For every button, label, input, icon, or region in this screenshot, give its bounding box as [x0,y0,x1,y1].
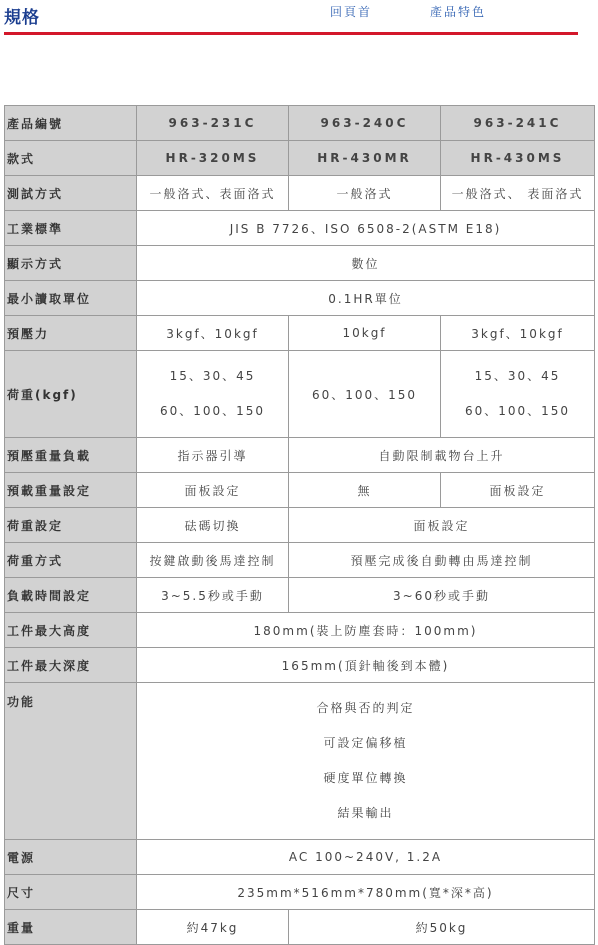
standard-cell: JIS B 7726、ISO 6508-2(ASTM E18) [137,211,595,246]
table-row [5,246,595,281]
max-depth-cell: 165mm(頂針軸後到本體) [137,648,595,683]
back-to-top-link[interactable]: 回頁首 [330,5,373,19]
page-title: 規格 [4,8,40,28]
row-label-weight: 重量 [5,910,137,945]
row-label-min-reading: 最小讀取單位 [5,281,137,316]
load-set-cell: 面板設定 [289,508,595,543]
row-label-standard: 工業標準 [5,211,137,246]
preload-apply-cell: 自動限制載物台上升 [289,438,595,473]
load-cell [441,351,595,438]
style-cell: HR-430MR [289,141,441,176]
page-header [0,0,598,40]
model-cell: 963-241C [441,106,595,141]
preload-cell: 10kgf [289,316,441,351]
table-row [5,351,595,438]
table-row [5,543,595,578]
table-row [5,473,595,508]
row-label-test-method: 測試方式 [5,176,137,211]
load-line: 15、30、45 [474,369,561,383]
function-item: 可設定偏移植 [323,736,408,750]
load-set-cell: 砝碼切換 [137,508,289,543]
row-label-function: 功能 [5,683,137,840]
dwell-cell: 3~60秒或手動 [289,578,595,613]
table-row [5,316,595,351]
load-setting-cell: 無 [289,473,441,508]
test-method-cell: 一般洛式 [289,176,441,211]
row-label-load-set: 荷重設定 [5,508,137,543]
row-label-style: 款式 [5,141,137,176]
function-item: 硬度單位轉換 [323,771,408,785]
table-row [5,578,595,613]
row-label-power: 電源 [5,840,137,875]
row-label-max-height: 工件最大高度 [5,613,137,648]
row-label-max-depth: 工件最大深度 [5,648,137,683]
title-divider [4,32,578,35]
function-item: 合格與否的判定 [316,701,415,715]
preload-cell: 3kgf、10kgf [137,316,289,351]
style-cell: HR-320MS [137,141,289,176]
style-cell: HR-430MS [441,141,595,176]
max-height-cell: 180mm(裝上防塵套時：100mm) [137,613,595,648]
table-row [5,613,595,648]
table-row [5,211,595,246]
row-label-display: 顯示方式 [5,246,137,281]
table-row [5,141,595,176]
table-row [5,875,595,910]
table-row [5,281,595,316]
size-cell: 235mm*516mm*780mm(寬*深*高) [137,875,595,910]
weight-cell: 約50kg [289,910,595,945]
load-method-cell: 預壓完成後自動轉由馬達控制 [289,543,595,578]
weight-cell: 約47kg [137,910,289,945]
product-features-link[interactable]: 產品特色 [430,5,487,19]
preload-apply-cell: 指示器引導 [137,438,289,473]
load-method-cell: 按鍵啟動後馬達控制 [137,543,289,578]
row-label-load: 荷重(kgf) [5,351,137,438]
test-method-cell: 一般洛式、表面洛式 [137,176,289,211]
table-row [5,508,595,543]
display-cell: 數位 [137,246,595,281]
row-label-preload-apply: 預壓重量負載 [5,438,137,473]
table-row [5,683,595,840]
table-row [5,840,595,875]
load-setting-cell: 面板設定 [137,473,289,508]
function-item: 結果輸出 [337,806,394,820]
table-row [5,176,595,211]
model-cell: 963-231C [137,106,289,141]
load-line: 60、100、150 [464,404,571,418]
load-cell [137,351,289,438]
spec-table [4,105,595,945]
test-method-cell: 一般洛式、 表面洛式 [441,176,595,211]
row-label-preload: 預壓力 [5,316,137,351]
min-reading-cell: 0.1HR單位 [137,281,595,316]
row-label-load-method: 荷重方式 [5,543,137,578]
table-row [5,910,595,945]
power-cell: AC 100~240V, 1.2A [137,840,595,875]
model-cell: 963-240C [289,106,441,141]
load-line: 15、30、45 [169,369,256,383]
dwell-cell: 3~5.5秒或手動 [137,578,289,613]
table-row [5,106,595,141]
table-row [5,648,595,683]
row-label-size: 尺寸 [5,875,137,910]
row-label-load-setting: 預載重量設定 [5,473,137,508]
load-line: 60、100、150 [159,404,266,418]
table-row [5,438,595,473]
preload-cell: 3kgf、10kgf [441,316,595,351]
function-cell [137,683,595,840]
row-label-model: 產品編號 [5,106,137,141]
row-label-dwell: 負載時間設定 [5,578,137,613]
load-setting-cell: 面板設定 [441,473,595,508]
load-cell: 60、100、150 [289,351,441,438]
